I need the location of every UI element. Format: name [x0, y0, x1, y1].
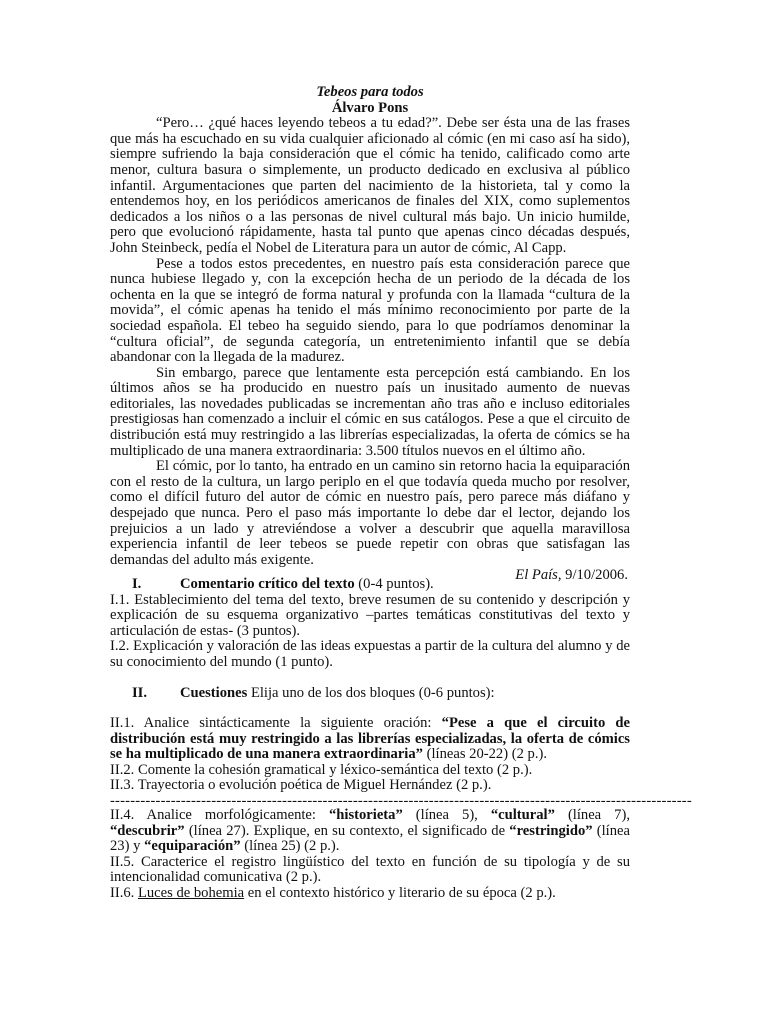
item-ii-4-text-f: (línea 25) (2 p.).	[240, 838, 340, 855]
item-ii-1-prefix: II.1. Analice sintácticamente la siguiente oración:	[110, 715, 442, 731]
item-ii-4-word-2: “cultural”	[490, 806, 555, 823]
source-date: , 9/10/2006.	[557, 567, 628, 584]
article-paragraph-1: “Pero… ¿qué haces leyendo tebeos a tu edad?”. Debe ser ésta una de las frases que más ha escuchado en su vida cualquier aficionado al cómic (en mi caso así ha sido), siempre sufriendo la baja consideración que el cómic ha tenido, calificado como arte menor, cultura basura o simplemente, un producto dedicado en exclusiva al público infantil. Argumentaciones que parten del nacimiento de la historieta, tal y como la entendemos hoy, en los periódicos americanos de finales del XIX, como suplementos dedicados a los niños o a las personas de nivel cultural más bajo. Un inicio humilde, pero que evolucionó rápidamente, hasta tal punto que apenas cinco décadas después, John Steinbeck, pedía el Nobel de Literatura para un autor de cómic, Al Capp.	[110, 115, 630, 256]
source-newspaper: El País	[515, 567, 558, 584]
section-2	[110, 686, 630, 702]
item-ii-4	[110, 808, 630, 855]
section-2-title: Cuestiones	[180, 685, 248, 701]
item-ii-6	[110, 886, 630, 902]
item-ii-4-text-a: II.4. Analice morfológicamente:	[110, 806, 329, 823]
section-1-points: (0-4 puntos).	[354, 576, 434, 592]
item-i-2: I.2. Explicación y valoración de las ideas expuestas a partir de la cultura del alumno y de su conocimiento del mundo (1 punto).	[110, 638, 630, 670]
item-i-1: I.1. Establecimiento del tema del texto, breve resumen de su contenido y descripción y explicación de su esquema organizativo –partes temáticas constitutivas del texto y articulación de estas- (3 puntos).	[110, 591, 630, 639]
item-ii-1-suffix: (líneas 20-22) (2 p.).	[422, 746, 547, 763]
section-2-number: II.	[132, 685, 148, 701]
item-ii-4-word-1: “historieta”	[328, 806, 403, 823]
item-ii-4-word-3: “descubrir”	[110, 822, 185, 839]
item-ii-4-word-4: “restringido”	[509, 822, 593, 839]
item-ii-6-prefix: II.6.	[110, 884, 138, 901]
item-ii-4-text-c: (línea 7),	[554, 806, 630, 823]
item-ii-4-text-e: (línea 23) y	[110, 822, 630, 855]
section-2-instruction: Elija uno de los dos bloques (0-6 puntos):	[247, 685, 495, 701]
section-2-heading	[110, 686, 630, 702]
item-ii-6-suffix: en el contexto histórico y literario de su época (2 p.).	[244, 884, 556, 901]
item-ii-4-word-5: “equiparación”	[144, 838, 241, 855]
article-title: Tebeos para todos	[316, 84, 424, 100]
article-paragraph-3: Sin embargo, parece que lentamente esta percepción está cambiando. En los últimos años se ha producido en nuestro país un inusitado aumento de nuevas editoriales, las novedades publicadas se incrementan año tras año e incluso editoriales prestigiosas han comenzado a incluir el cómic en sus catálogos. Pese a que el circuito de distribución está muy restringido a las librerías especializadas, la oferta de cómics se ha multiplicado de una manera extraordinaria: 3.500 títulos nuevos en el último año.	[110, 364, 630, 459]
article	[110, 85, 630, 584]
item-ii-2: II.2. Comente la cohesión gramatical y léxico-semántica del texto (2 p.).	[110, 761, 533, 778]
item-ii-3: II.3. Trayectoria o evolución poética de Miguel Hernández (2 p.).	[110, 777, 492, 794]
item-ii-4-text-d: (línea 27). Explique, en su contexto, el significado de	[184, 822, 510, 839]
block-divider: -------------------------------------------------------------------------------------------------------------------	[110, 792, 692, 809]
section-1-number: I.	[132, 576, 142, 592]
article-author: Álvaro Pons	[331, 99, 409, 116]
article-paragraph-2: Pese a todos estos precedentes, en nuestro país esta consideración parece que nunca hubiese llegado y, con la excepción hecha de un periodo de la década de los ochenta en la que se integró de forma natural y profunda con la llamada “cultura de la movida”, el cómic apenas ha tenido el más mínimo reconocimiento por parte de la sociedad española. El tebeo ha seguido siendo, para lo que podríamos denominar la “cultura oficial”, de segunda categoría, un entretenimiento infantil que se debía abandonar con la llegada de la madurez.	[110, 255, 630, 366]
question-block	[110, 715, 692, 902]
item-ii-6-work-title: Luces de bohemia	[137, 884, 245, 901]
item-ii-1-quote: “Pese a que el circuito de distribución está muy restringido a las librerías especializadas, la oferta de cómics se ha multiplicado de una manera extraordinaria”	[110, 715, 630, 763]
article-paragraph-4: El cómic, por lo tanto, ha entrado en un camino sin retorno hacia la equiparación con el resto de la cultura, un largo periplo en el que todavía queda mucho por resolver, como el difícil futuro del autor de cómic en nuestro país, pero parece más diáfano y despejado que nunca. Pero el paso más importante lo debe dar el lector, dejando los prejuicios a un lado y atreviéndose a volver a descubrir que aquella maravillosa experiencia infantil de leer tebeos se puede repetir con obras que satisfagan las demandas del adulto más exigente.	[110, 458, 630, 568]
section-1-title: Comentario crítico del texto	[180, 576, 355, 592]
section-1-heading	[110, 577, 630, 593]
item-ii-4-text-b: (línea 5),	[402, 806, 491, 823]
item-ii-5: II.5. Caracterice el registro lingüístico del texto en función de su tipología y de su intencionalidad comunicativa (2 p.).	[110, 853, 630, 886]
item-ii-1	[110, 716, 630, 763]
section-1	[110, 577, 630, 671]
